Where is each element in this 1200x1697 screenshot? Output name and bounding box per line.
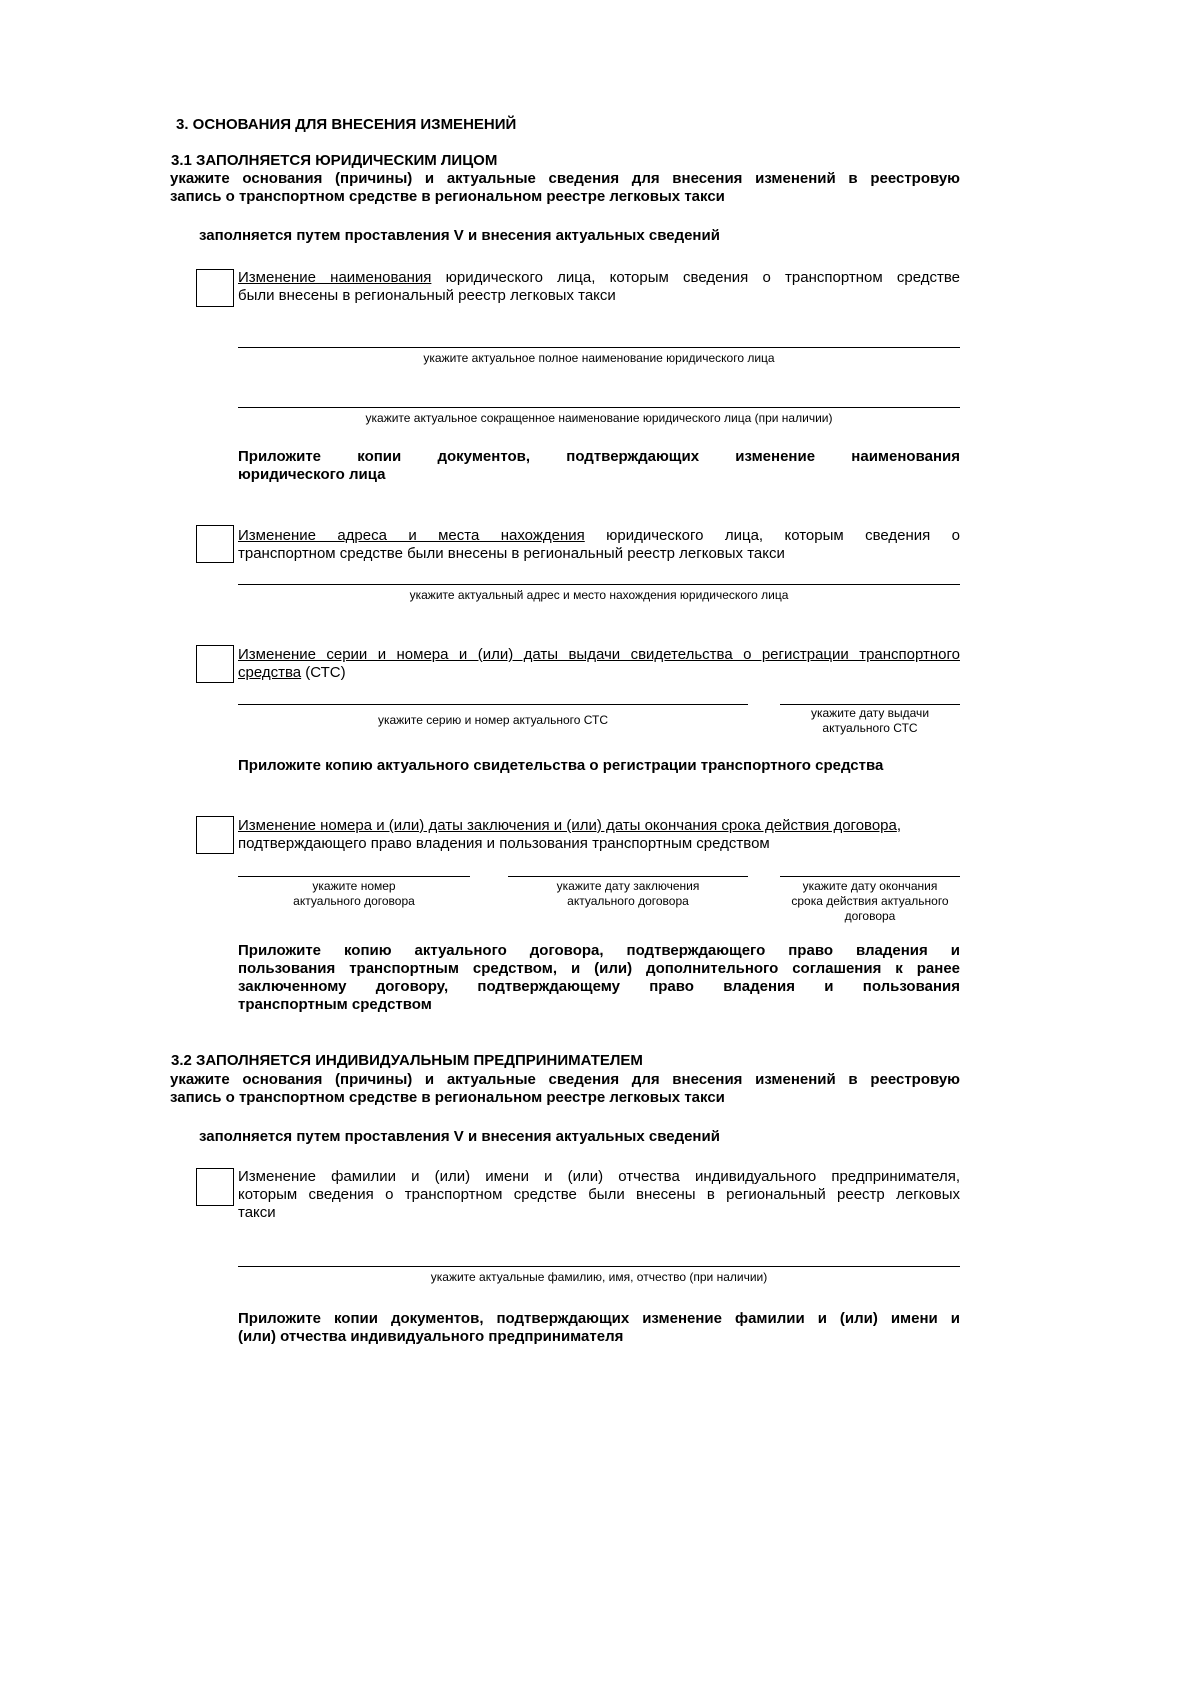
contract-end-date-input-line[interactable] xyxy=(780,876,960,877)
sts-date-caption-2: актуального СТС xyxy=(822,721,918,735)
option-contract-change-line2: подтверждающего право владения и пользования транспортным средством xyxy=(238,835,770,852)
full-name-caption: укажите актуальное полное наименование юридического лица xyxy=(423,351,775,365)
attach-contract-line-2: пользования транспортным средством, и (или) дополнительного соглашения к ранее xyxy=(238,960,960,977)
sts-date-caption-1: укажите дату выдачи xyxy=(810,706,930,720)
checkbox-contract-change[interactable] xyxy=(196,816,234,854)
subheading-line-2: запись о транспортном средстве в региональном реестре легковых такси xyxy=(170,188,725,205)
checkbox-fio-change[interactable] xyxy=(196,1168,234,1206)
fio-caption: укажите актуальные фамилию, имя, отчество (при наличии) xyxy=(430,1270,768,1284)
ip-subheading xyxy=(170,1071,960,1107)
attach-sts-copy: Приложите копию актуального свидетельства о регистрации транспортного средства xyxy=(238,757,884,774)
ip-subheading-line-2: запись о транспортном средстве в региональном реестре легковых такси xyxy=(170,1089,725,1106)
attach-name-line-2: юридического лица xyxy=(238,466,386,483)
short-name-input-line[interactable] xyxy=(238,407,960,408)
sts-number-caption: укажите серию и номер актуального СТС xyxy=(377,713,609,727)
sts-date-input-line[interactable] xyxy=(780,704,960,705)
attach-contract-line-4: транспортным средством xyxy=(238,996,432,1013)
sts-number-input-line[interactable] xyxy=(238,704,748,705)
option-name-change-text xyxy=(238,269,960,305)
attach-contract-line-3: заключенному договору, подтверждающему право владения и пользования xyxy=(238,978,960,995)
contract-number-caption xyxy=(238,879,470,909)
address-input-line[interactable] xyxy=(238,584,960,585)
attach-contract-copy xyxy=(238,942,960,1014)
subheading-line-1: укажите основания (причины) и актуальные сведения для внесения изменений в реестровую xyxy=(170,170,960,187)
fio-input-line[interactable] xyxy=(238,1266,960,1267)
fill-instruction: заполняется путем проставления V и внесения актуальных сведений xyxy=(199,227,720,244)
contract-end-caption-3: договора xyxy=(844,909,896,923)
short-name-caption: укажите актуальное сокращенное наименование юридического лица (при наличии) xyxy=(365,411,833,425)
section-title: 3. ОСНОВАНИЯ ДЛЯ ВНЕСЕНИЯ ИЗМЕНЕНИЙ xyxy=(176,116,517,133)
contract-end-caption-1: укажите дату окончания xyxy=(802,879,938,893)
checkbox-name-change[interactable] xyxy=(196,269,234,307)
option-address-change-line2: транспортном средстве были внесены в региональный реестр легковых такси xyxy=(238,545,785,562)
option-sts-change-title: Изменение серии и номера и (или) даты выдачи свидетельства о регистрации транспортного xyxy=(238,646,960,663)
individual-entrepreneur-heading: 3.2 ЗАПОЛНЯЕТСЯ ИНДИВИДУАЛЬНЫМ ПРЕДПРИНИМАТЕЛЕМ xyxy=(171,1052,643,1069)
contract-number-caption-2: актуального договора xyxy=(293,894,415,908)
full-name-input-line[interactable] xyxy=(238,347,960,348)
contract-conclusion-date-caption xyxy=(508,879,748,909)
sts-date-caption xyxy=(780,706,960,736)
option-sts-change-title-2: средства xyxy=(238,664,302,681)
option-address-change-title: Изменение адреса и места нахождения xyxy=(238,527,585,544)
option-contract-change-rest: , xyxy=(896,817,902,834)
option-contract-change-title: Изменение номера и (или) даты заключения и (или) даты окончания срока действия договора xyxy=(238,817,897,834)
option-fio-change-line1: Изменение фамилии и (или) имени и (или) отчества индивидуального предпринимателя, xyxy=(238,1168,960,1185)
contract-conclusion-caption-1: укажите дату заключения xyxy=(556,879,700,893)
checkbox-address-change[interactable] xyxy=(196,525,234,563)
contract-conclusion-date-input-line[interactable] xyxy=(508,876,748,877)
option-fio-change-line3: такси xyxy=(238,1204,276,1221)
ip-subheading-line-1: укажите основания (причины) и актуальные сведения для внесения изменений в реестровую xyxy=(170,1071,960,1088)
attach-fio-line-2: (или) отчества индивидуального предпринимателя xyxy=(238,1328,624,1345)
option-contract-change-text xyxy=(238,817,960,853)
legal-entity-heading: 3.1 ЗАПОЛНЯЕТСЯ ЮРИДИЧЕСКИМ ЛИЦОМ xyxy=(171,152,498,169)
option-name-change-line2: были внесены в региональный реестр легковых такси xyxy=(238,287,616,304)
attach-name-line-1: Приложите копии документов, подтверждающих изменение наименования xyxy=(238,448,960,465)
ip-fill-instruction: заполняется путем проставления V и внесения актуальных сведений xyxy=(199,1128,720,1145)
option-name-change-title: Изменение наименования xyxy=(238,269,432,286)
checkbox-sts-change[interactable] xyxy=(196,645,234,683)
address-caption: укажите актуальный адрес и место нахождения юридического лица xyxy=(409,588,789,602)
contract-end-caption-2: срока действия актуального xyxy=(791,894,949,908)
attach-name-docs xyxy=(238,448,960,484)
option-address-change-rest: юридического лица, которым сведения о xyxy=(584,527,960,544)
contract-conclusion-caption-2: актуального договора xyxy=(567,894,689,908)
option-name-change-rest: юридического лица, которым сведения о транспортном средстве xyxy=(431,269,960,286)
option-address-change-text xyxy=(238,527,960,563)
attach-fio-line-1: Приложите копии документов, подтверждающих изменение фамилии и (или) имени и xyxy=(238,1310,960,1327)
option-fio-change-line2: которым сведения о транспортном средстве были внесены в региональный реестр легковых xyxy=(238,1186,960,1203)
legal-entity-subheading xyxy=(170,170,960,206)
contract-number-input-line[interactable] xyxy=(238,876,470,877)
option-sts-change-rest: (СТС) xyxy=(301,664,346,681)
attach-fio-docs xyxy=(238,1310,960,1346)
option-sts-change-text xyxy=(238,646,960,682)
attach-contract-line-1: Приложите копию актуального договора, подтверждающего право владения и xyxy=(238,942,960,959)
contract-end-date-caption xyxy=(775,879,965,924)
option-fio-change-text xyxy=(238,1168,960,1222)
contract-number-caption-1: укажите номер xyxy=(312,879,396,893)
